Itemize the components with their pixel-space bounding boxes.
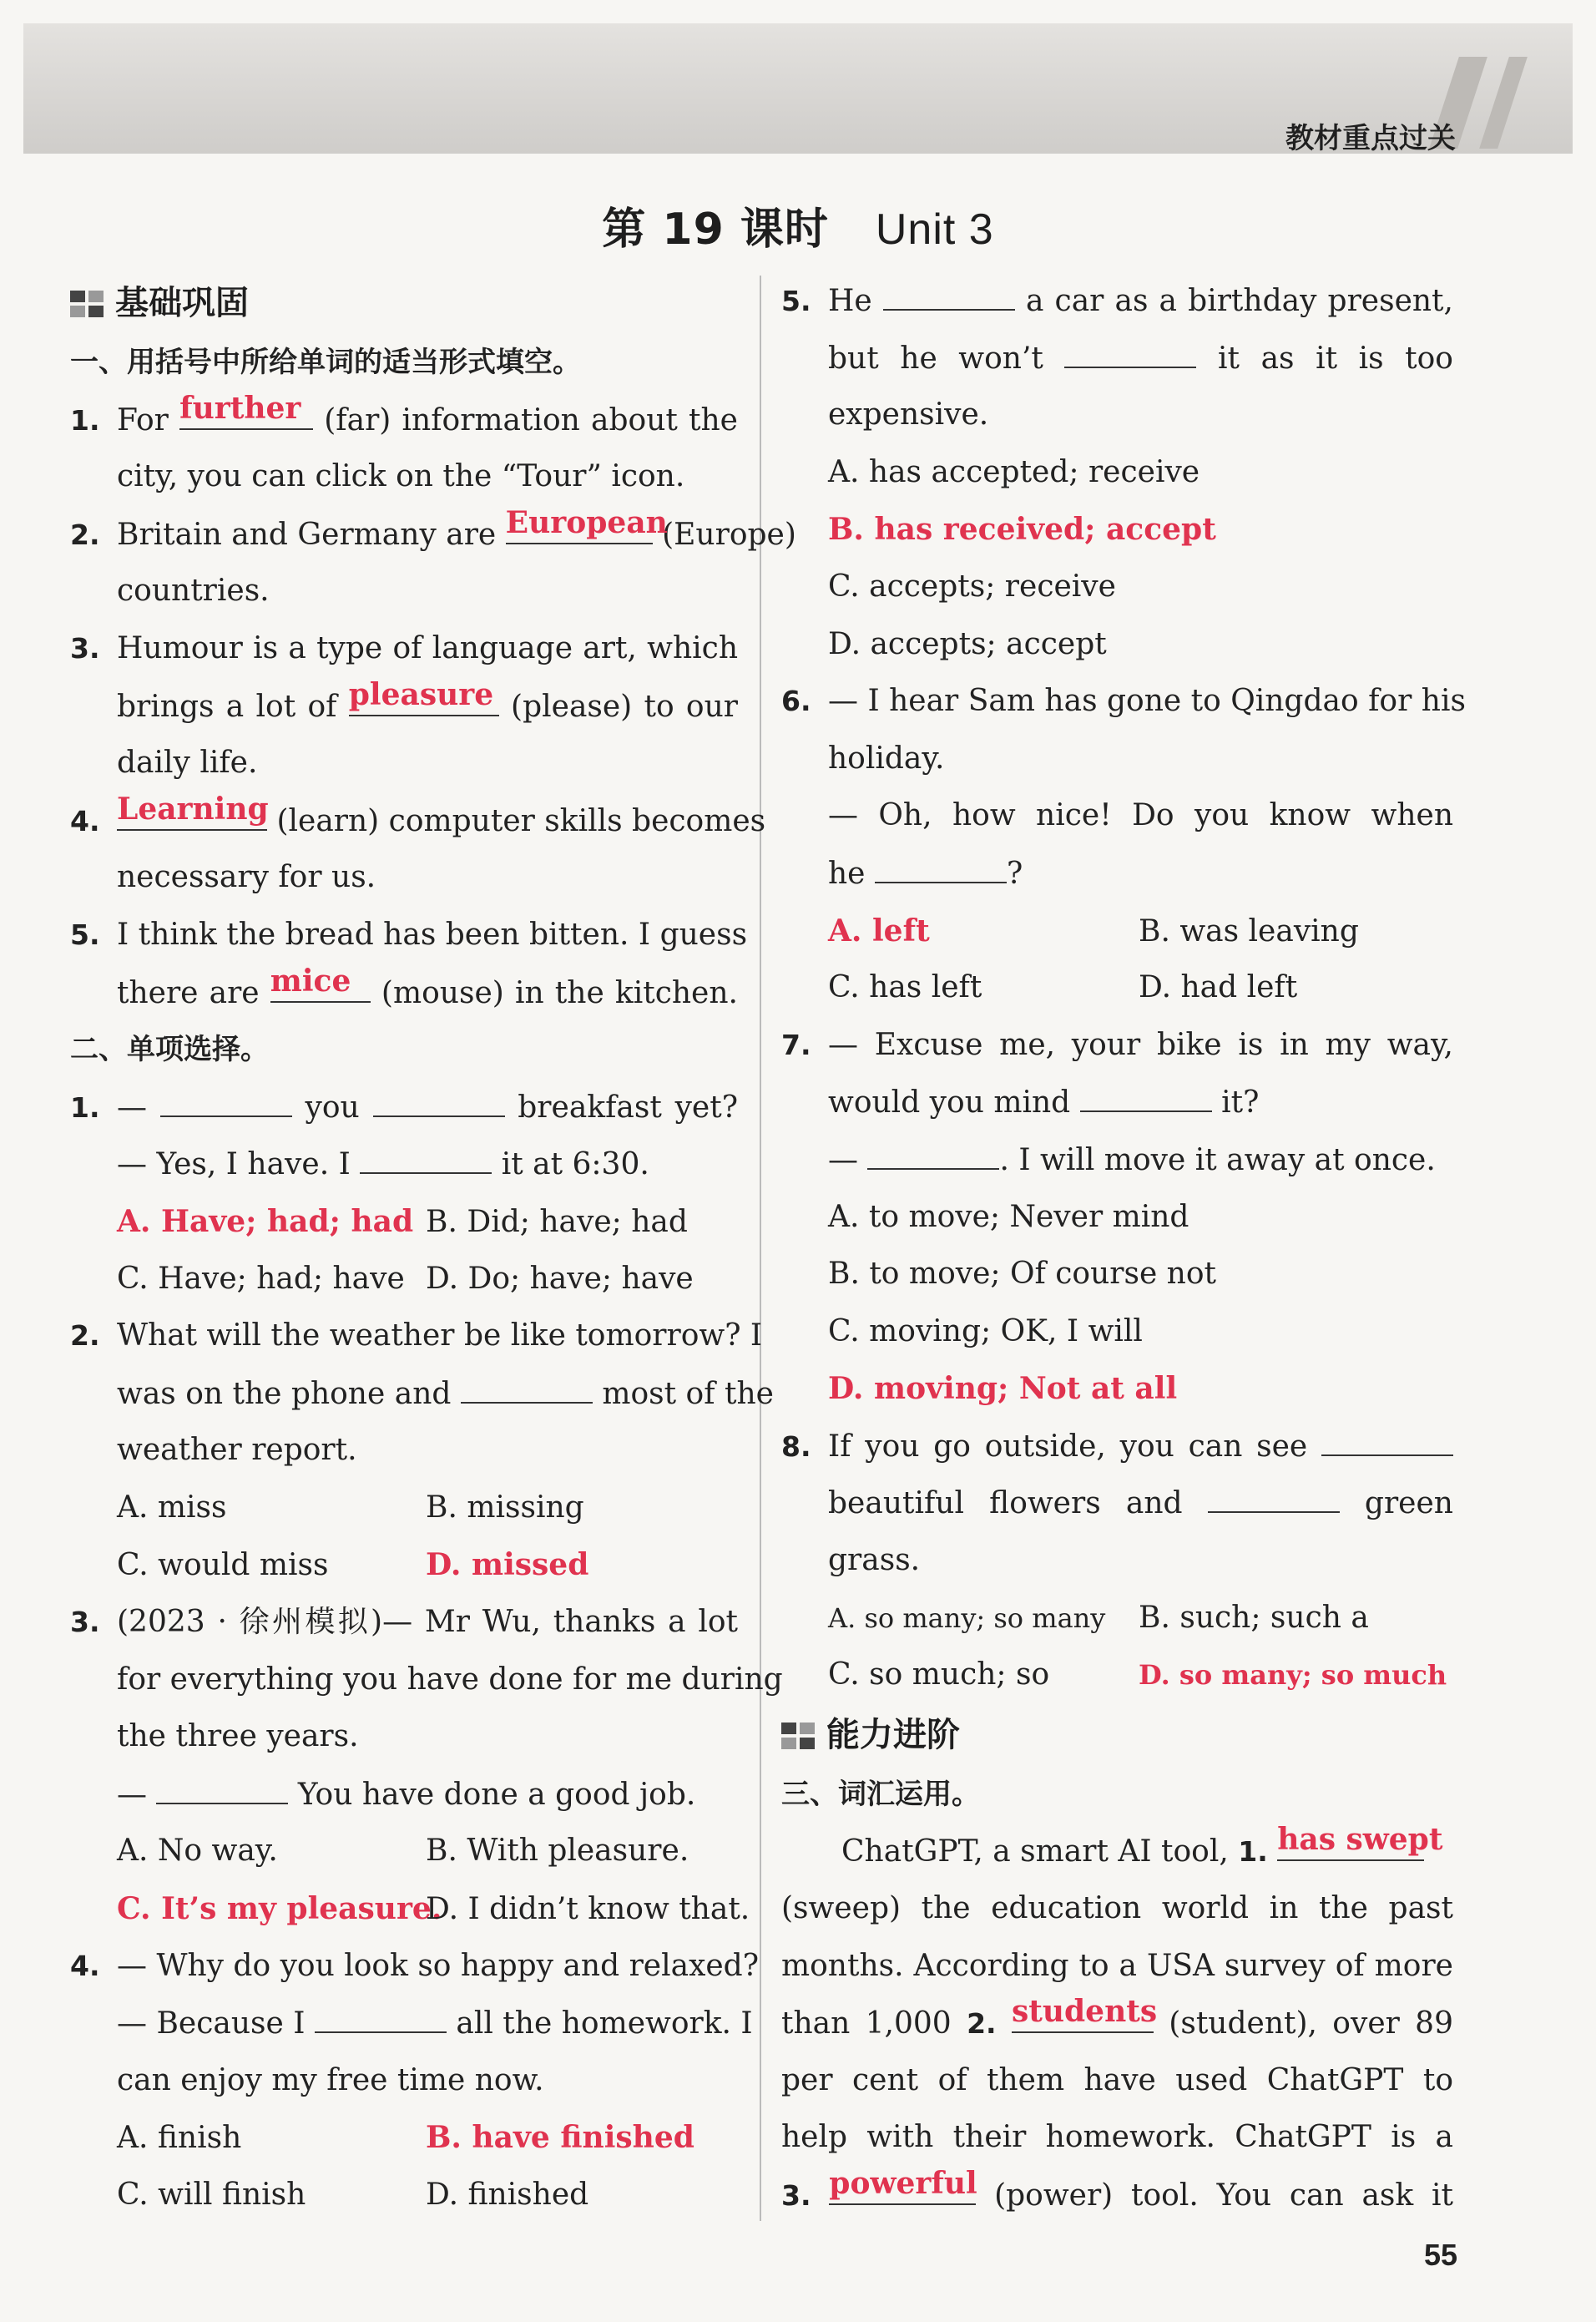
option-c: C. moving; OK, I will <box>828 1313 1143 1348</box>
answer-blank: pleasure <box>349 678 499 716</box>
question-cont: countries. <box>117 574 270 609</box>
question-cont: — Because I all the homework. I <box>70 1995 738 2052</box>
option-a-answer: A. Have; had; had <box>117 1203 414 1239</box>
option-d-answer: D. moving; Not at all <box>828 1371 1178 1407</box>
question-cont: he ? <box>781 845 1453 903</box>
option-c: C. will finish <box>117 2178 306 2212</box>
question-cont: weather report. <box>117 1433 357 1468</box>
question-cont: was on the phone and most of the <box>70 1365 738 1423</box>
options <box>70 1480 738 1537</box>
option-d: D. finished <box>426 2178 589 2212</box>
option-a: A. so many; so many <box>828 1601 1106 1634</box>
option-c: C. so much; so <box>828 1657 1050 1692</box>
question-cont: but he won’t it as it is too <box>781 330 1453 387</box>
question: 4. — Why do you look so happy and relaxed? <box>70 1948 760 1983</box>
left-column <box>70 272 796 2224</box>
option-a: A. finish <box>117 2121 242 2156</box>
question-cont: the three years. <box>117 1719 359 1754</box>
question-cont: can enjoy my free time now. <box>117 2062 544 2097</box>
right-column <box>781 272 1466 2224</box>
question: 4. Learning (learn) computer skills becomes <box>70 791 766 838</box>
question: 5. I think the bread has been bitten. I guess <box>70 917 748 952</box>
section-heading-advanced: 能力进阶 <box>781 1704 1453 1766</box>
option-d-answer: D. missed <box>426 1547 589 1583</box>
answer-blank: mice <box>270 964 371 1003</box>
part2-heading: 二、单项选择。 <box>70 1033 269 1067</box>
option-c: C. Have; had; have <box>117 1261 405 1296</box>
question: 6. — I hear Sam has gone to Qingdao for his <box>781 684 1466 719</box>
option-a: A. No way. <box>117 1834 278 1869</box>
passage-line: per cent of them have used ChatGPT to <box>781 2062 1453 2097</box>
question-cont: city, you can click on the “Tour” icon. <box>117 459 685 494</box>
question: 5. He a car as a birthday present, <box>781 272 1453 330</box>
question-cont: necessary for us. <box>117 860 376 895</box>
question: 3. Humour is a type of language art, which <box>70 630 738 665</box>
question-cont: daily life. <box>117 746 258 781</box>
unit-label: Unit 3 <box>875 205 994 254</box>
options <box>70 1823 738 1880</box>
option-a: A. to move; Never mind <box>828 1199 1189 1234</box>
options <box>70 1251 738 1308</box>
answer-blank: Learning <box>117 792 267 831</box>
question: 3. (2023 · 徐州模拟)— Mr Wu, thanks a lot <box>70 1605 738 1640</box>
option-b: B. was leaving <box>1139 913 1359 949</box>
question-cont: — You have done a good job. <box>70 1766 738 1824</box>
option-d: D. had left <box>1139 970 1298 1005</box>
page-number: 55 <box>1423 2238 1457 2272</box>
option-b: B. With pleasure. <box>426 1834 689 1869</box>
option-c-answer: C. It’s my pleasure. <box>117 1891 442 1927</box>
page-banner <box>23 23 1573 154</box>
part1-heading: 一、用括号中所给单词的适当形式填空。 <box>70 346 581 379</box>
option-d: D. I didn’t know that. <box>426 1892 750 1927</box>
question-cont: — Yes, I have. I it at 6:30. <box>70 1136 738 1193</box>
passage-line: help with their homework. ChatGPT is a <box>781 2120 1453 2155</box>
options <box>781 903 1453 960</box>
question-cont: expensive. <box>828 397 989 433</box>
passage-line: months. According to a USA survey of more <box>781 1948 1453 1983</box>
section-heading-basics: 基础巩固 <box>70 272 738 334</box>
question: 8. If you go outside, you can see <box>781 1418 1453 1475</box>
answer-blank: European <box>506 506 653 544</box>
question-cont: grass. <box>828 1543 921 1578</box>
question: 2. Britain and Germany are European (Europe) <box>70 504 796 552</box>
options <box>70 1193 738 1251</box>
lesson-label: 第 19 课时 <box>602 205 829 255</box>
question: 1. For further (far) information about the <box>70 390 738 438</box>
option-a: A. miss <box>117 1490 227 1525</box>
section-icon <box>781 1723 818 1751</box>
option-b-answer: B. has received; accept <box>828 512 1216 548</box>
passage-line: ChatGPT, a smart AI tool, 1. has swept <box>841 1822 1443 1869</box>
options <box>70 1880 750 1938</box>
options <box>781 1647 1453 1704</box>
option-b: B. missing <box>426 1490 584 1525</box>
passage-line: 3. powerful (power) tool. You can ask it <box>781 2166 1453 2213</box>
option-b: B. to move; Of course not <box>828 1257 1217 1292</box>
option-b-answer: B. have finished <box>426 2120 694 2156</box>
question-cont: holiday. <box>828 741 945 776</box>
section-icon <box>70 291 107 319</box>
options <box>781 959 1453 1017</box>
option-c: C. would miss <box>117 1548 329 1583</box>
question-cont: — . I will move it away at once. <box>781 1131 1453 1189</box>
options <box>781 1590 1453 1647</box>
answer-blank: further <box>179 392 313 430</box>
options <box>70 2167 738 2224</box>
question-cont: brings a lot of pleasure (please) to our <box>117 676 739 724</box>
answer-blank: powerful <box>829 2167 976 2205</box>
option-d-answer: D. so many; so much <box>1139 1659 1447 1692</box>
header-label: 教材重点过关 <box>1285 123 1456 154</box>
option-d: D. Do; have; have <box>426 1261 694 1296</box>
option-b: B. such; such a <box>1139 1600 1369 1635</box>
options <box>70 1536 738 1594</box>
options <box>70 2109 738 2167</box>
part3-heading: 三、词汇运用。 <box>781 1777 980 1811</box>
question: 1. — you breakfast yet? <box>70 1079 738 1136</box>
banner-stripe <box>1479 57 1528 149</box>
option-a-answer: A. left <box>828 913 930 949</box>
answer-blank: has swept <box>1277 1823 1424 1861</box>
page-title <box>0 194 1596 256</box>
question: 7. — Excuse me, your bike is in my way, <box>781 1027 1453 1062</box>
option-c: C. has left <box>828 970 982 1005</box>
column-divider <box>760 276 761 2221</box>
option-a: A. has accepted; receive <box>828 454 1200 489</box>
question-cont: — Oh, how nice! Do you know when <box>828 798 1453 833</box>
question-cont: would you mind it? <box>781 1074 1453 1131</box>
option-b: B. Did; have; had <box>426 1204 688 1239</box>
option-d: D. accepts; accept <box>828 626 1107 661</box>
passage-line: than 1,000 2. students (student), over 89 <box>781 1994 1453 2041</box>
passage-line: (sweep) the education world in the past <box>781 1891 1453 1926</box>
question-cont: for everything you have done for me during <box>117 1662 783 1697</box>
question-cont: beautiful flowers and green <box>781 1475 1453 1532</box>
question-cont: there are mice (mouse) in the kitchen. <box>117 963 738 1010</box>
question: 2. What will the weather be like tomorrow? I <box>70 1318 763 1353</box>
option-c: C. accepts; receive <box>828 569 1116 604</box>
answer-blank: students <box>1012 1995 1154 2033</box>
